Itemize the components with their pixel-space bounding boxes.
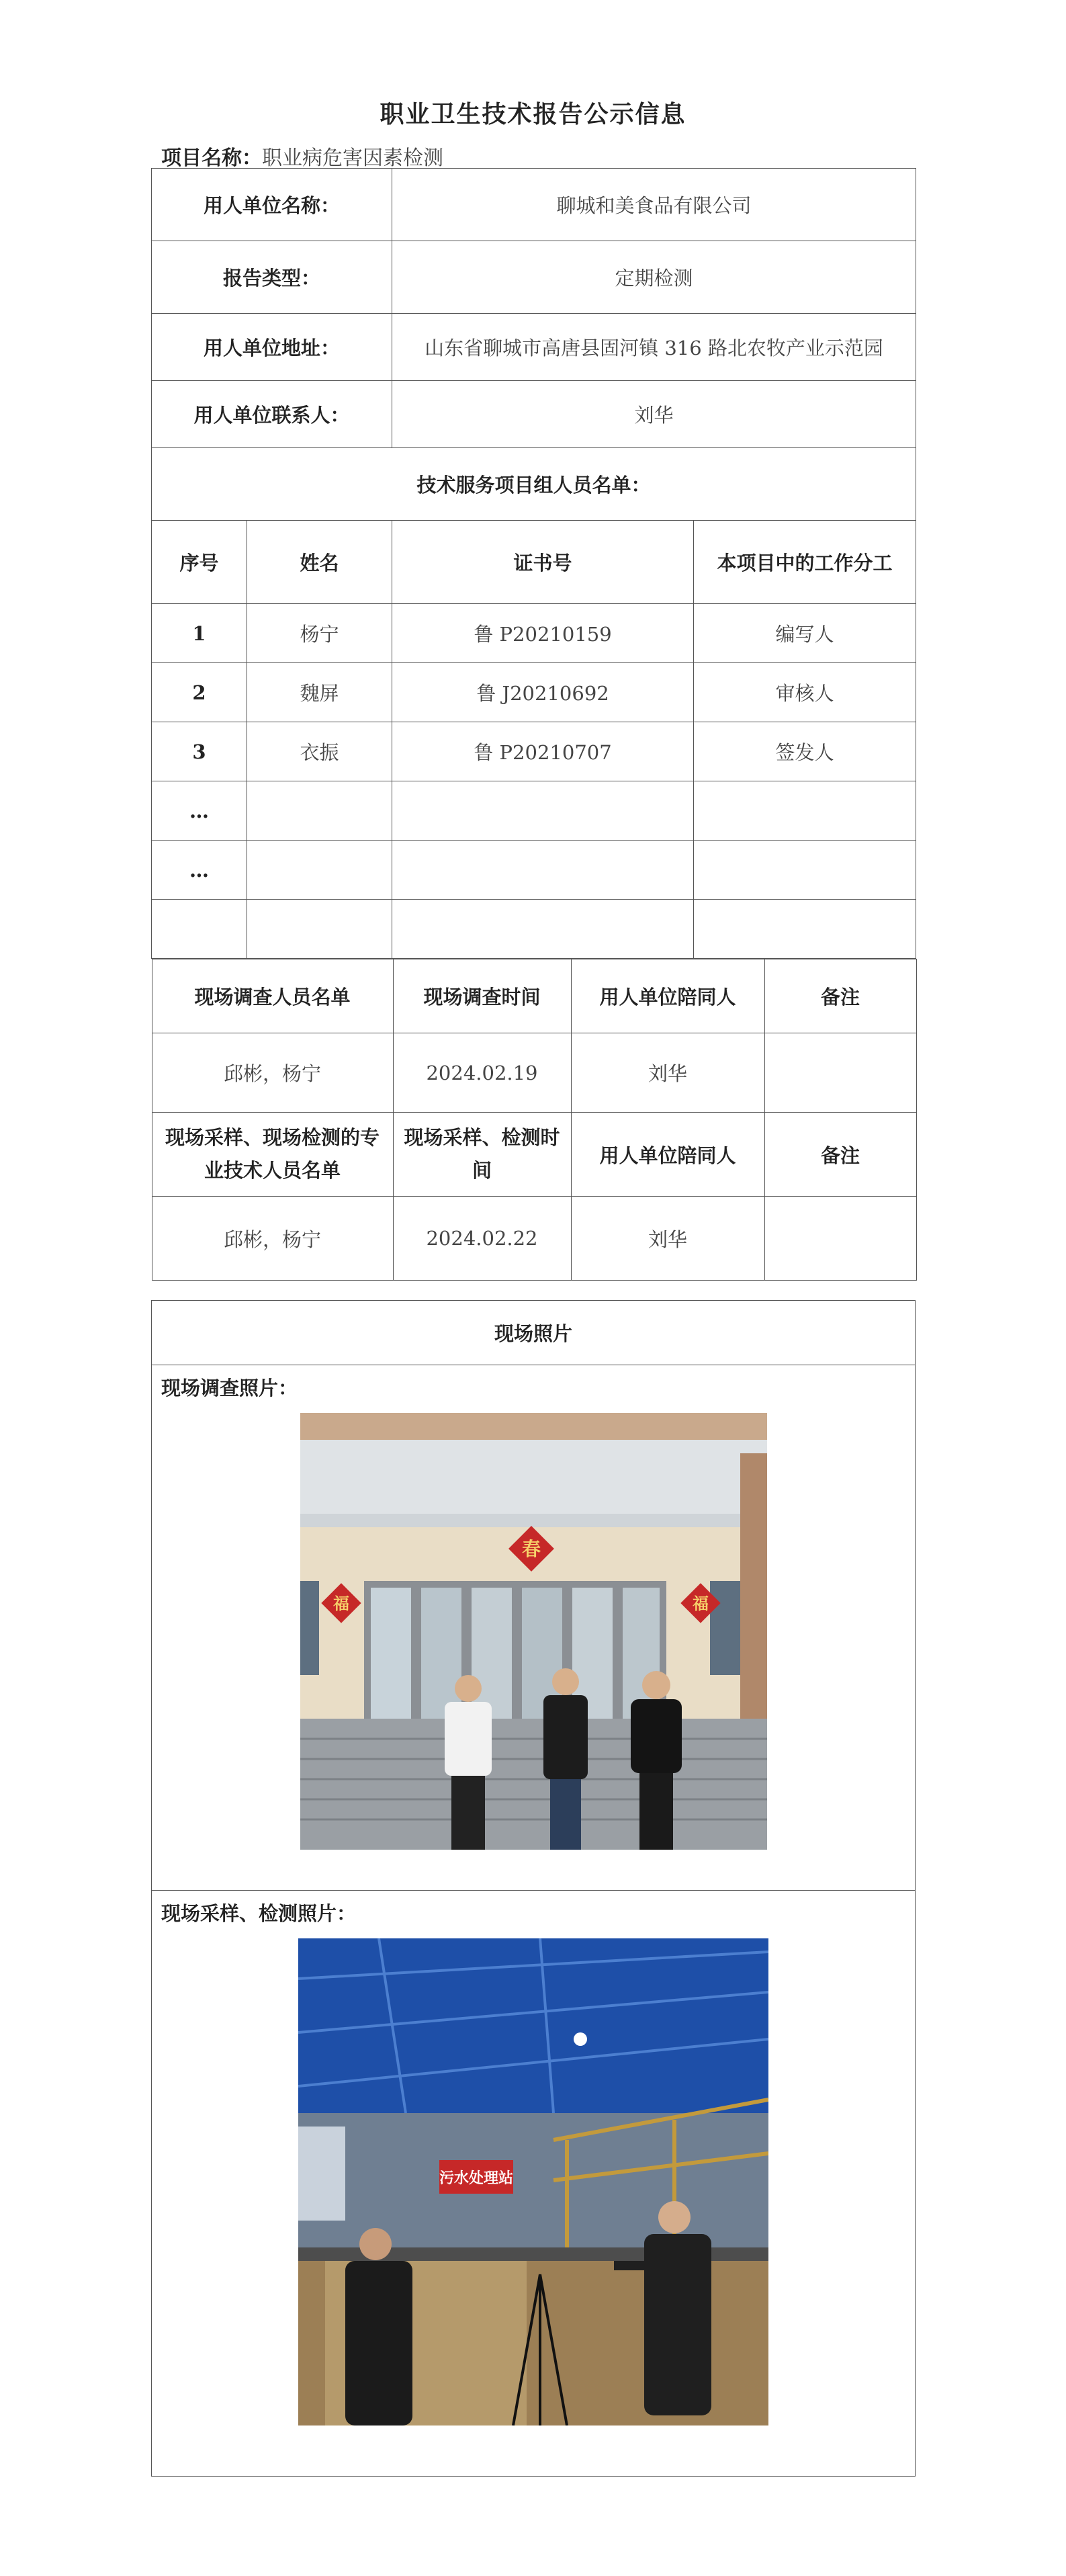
team-header-row (152, 521, 916, 604)
report-type-row (152, 241, 916, 314)
team-member-name: 杨宁 (247, 604, 392, 663)
team-member-name (247, 900, 392, 959)
sampling-photo-row (152, 1891, 916, 2477)
company-value: 聊城和美食品有限公司 (392, 169, 916, 241)
team-row (152, 900, 916, 959)
team-member-name: 魏屏 (247, 663, 392, 722)
team-cert (392, 841, 694, 900)
address-label: 用人单位地址： (152, 314, 392, 381)
photos-table (151, 1300, 916, 2477)
team-row (152, 663, 916, 722)
survey-header-escort: 用人单位陪同人 (571, 959, 764, 1033)
team-no: 2 (152, 663, 247, 722)
survey-header-staff: 现场调查人员名单 (152, 959, 393, 1033)
team-row (152, 604, 916, 663)
address-value: 山东省聊城市高唐县固河镇 316 路北农牧产业示范园 (392, 314, 916, 381)
team-member-name: 衣振 (247, 722, 392, 781)
team-cert (392, 781, 694, 841)
contact-value: 刘华 (392, 381, 916, 448)
team-member-name (247, 781, 392, 841)
company-label: 用人单位名称： (152, 169, 392, 241)
sampling-staff: 邱彬，杨宁 (152, 1197, 393, 1281)
page-title: 职业卫生技术报告公示信息 (380, 100, 686, 128)
team-cert (392, 900, 694, 959)
team-member-name (247, 841, 392, 900)
door-sign-right-text: 福 (692, 1594, 709, 1613)
team-cert: 鲁 P20210707 (392, 722, 694, 781)
team-role: 审核人 (694, 663, 916, 722)
sampling-note (764, 1197, 916, 1281)
door-sign-left-text: 福 (332, 1594, 349, 1613)
sampling-photo (298, 1938, 768, 2425)
survey-section-row (152, 959, 916, 1281)
team-header-cert: 证书号 (392, 521, 694, 604)
team-role: 签发人 (694, 722, 916, 781)
team-cert: 鲁 J20210692 (392, 663, 694, 722)
survey-header-row (152, 959, 916, 1033)
banner-sign-text: 污水处理站 (439, 2170, 514, 2187)
team-role (694, 781, 916, 841)
company-row (152, 169, 916, 241)
sampling-header-note: 备注 (764, 1113, 916, 1197)
sampling-time: 2024.02.22 (393, 1197, 571, 1281)
team-header-no: 序号 (152, 521, 247, 604)
sampling-header-time: 现场采样、检测时间 (393, 1113, 571, 1197)
survey-header-note: 备注 (764, 959, 916, 1033)
address-row (152, 314, 916, 381)
team-role (694, 900, 916, 959)
report-type-label: 报告类型： (152, 241, 392, 314)
team-heading: 技术服务项目组人员名单： (152, 448, 916, 521)
photos-heading: 现场照片 (152, 1301, 916, 1365)
project-name (161, 141, 443, 171)
report-type-value: 定期检测 (392, 241, 916, 314)
project-name-value: 职业病危害因素检测 (262, 146, 443, 170)
sampling-escort: 刘华 (571, 1197, 764, 1281)
team-row (152, 841, 916, 900)
sampling-header-row (152, 1113, 916, 1197)
survey-row (152, 1033, 916, 1113)
team-no: … (152, 781, 247, 841)
report-info-table (151, 168, 916, 1281)
team-no: 3 (152, 722, 247, 781)
team-heading-row (152, 448, 916, 521)
photos-heading-row (152, 1301, 916, 1365)
team-header-name: 姓名 (247, 521, 392, 604)
project-name-label: 项目名称： (161, 146, 262, 170)
door-sign-top-text: 春 (521, 1538, 541, 1560)
survey-photo-cell (152, 1365, 916, 1891)
survey-time: 2024.02.19 (393, 1033, 571, 1113)
team-no: … (152, 841, 247, 900)
sampling-header-staff: 现场采样、现场检测的专业技术人员名单 (152, 1113, 393, 1197)
team-role (694, 841, 916, 900)
sampling-photo-label: 现场采样、检测照片： (161, 1902, 357, 1925)
team-role: 编写人 (694, 604, 916, 663)
workshop-sampling-photo (298, 1938, 768, 2425)
contact-row (152, 381, 916, 448)
sampling-photo-cell (152, 1891, 916, 2477)
team-no: 1 (152, 604, 247, 663)
survey-table (152, 959, 917, 1281)
team-cert: 鲁 P20210159 (392, 604, 694, 663)
survey-section (152, 959, 916, 1281)
survey-photo-label: 现场调查照片： (161, 1377, 298, 1400)
survey-note (764, 1033, 916, 1113)
team-header-role: 本项目中的工作分工 (694, 521, 916, 604)
team-no (152, 900, 247, 959)
building-entrance-photo (300, 1413, 767, 1850)
sampling-row (152, 1197, 916, 1281)
sampling-header-escort: 用人单位陪同人 (571, 1113, 764, 1197)
survey-photo (300, 1413, 767, 1850)
survey-header-time: 现场调查时间 (393, 959, 571, 1033)
survey-photo-row (152, 1365, 916, 1891)
survey-escort: 刘华 (571, 1033, 764, 1113)
survey-staff: 邱彬，杨宁 (152, 1033, 393, 1113)
team-row (152, 781, 916, 841)
team-row (152, 722, 916, 781)
contact-label: 用人单位联系人： (152, 381, 392, 448)
